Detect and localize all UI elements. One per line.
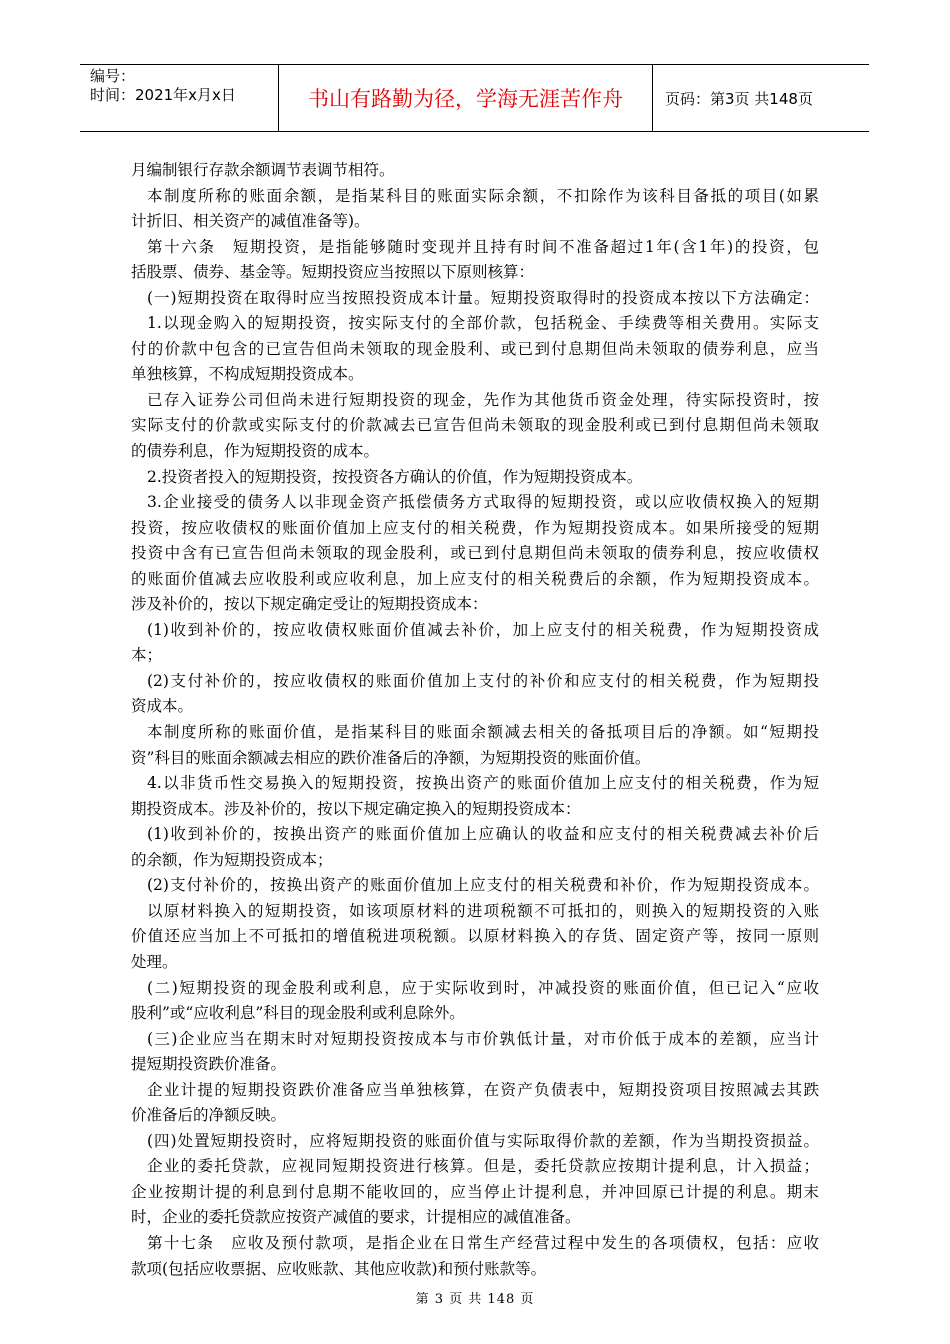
body-text-line: 处理。	[131, 952, 178, 971]
body-text-line: (1)收到补价的，按应收债权账面价值减去补价，加上应支付的相关税费，作为短期投资成	[147, 620, 819, 639]
body-text-line: 本；	[131, 646, 163, 665]
page-header-table	[80, 64, 869, 132]
body-text-line: 资成本。	[131, 697, 194, 716]
body-text-line: 3.企业接受的债务人以非现金资产抵偿债务方式取得的短期投资，或以应收债权换入的短期	[147, 493, 819, 512]
body-text-line: 已存入证券公司但尚未进行短期投资的现金，先作为其他货币资金处理，待实际投资时，按	[147, 390, 819, 409]
body-text-line: 资”科目的账面余额减去相应的跌价准备后的净额，为短期投资的账面价值。	[131, 748, 651, 767]
body-text-line: 价值还应当加上不可抵扣的增值税进项税额。以原材料换入的存货、固定资产等，按同一原则	[131, 927, 819, 946]
body-text-line: 2.投资者投入的短期投资，按投资各方确认的价值，作为短期投资成本。	[147, 467, 643, 486]
body-text-line: 以原材料换入的短期投资，如该项原材料的进项税额不可抵扣的，则换入的短期投资的入账	[147, 901, 819, 920]
body-text-line: (三)企业应当在期末时对短期投资按成本与市价孰低计量，对市价低于成本的差额，应当计	[147, 1029, 819, 1048]
document-code-label: 编号：	[90, 67, 136, 85]
body-text-line: 投资中含有已宣告但尚未领取的现金股利，或已到付息期但尚未领取的债券利息，按应收债权	[131, 544, 819, 563]
body-text-line: (一)短期投资在取得时应当按照投资成本计量。短期投资取得时的投资成本按以下方法确定：	[147, 288, 819, 307]
body-text-line: 的账面价值减去应收股利或应收利息，加上应支付的相关税费后的余额，作为短期投资成本。	[131, 569, 819, 588]
body-text-line: (2)支付补价的，按换出资产的账面价值加上应支付的相关税费和补价，作为短期投资成本。	[147, 876, 819, 895]
header-meta-cell	[80, 65, 279, 131]
body-text-line: 付的价款中包含的已宣告但尚未领取的现金股利、或已到付息期但尚未领取的债券利息，应当	[131, 339, 819, 358]
body-text-line: 股利”或“应收利息”科目的现金股利或利息除外。	[131, 1004, 465, 1023]
document-time-label: 时间：2021年x月x日	[90, 86, 236, 104]
body-text-line: 企业的委托贷款，应视同短期投资进行核算。但是，委托贷款应按期计提利息，计入损益；	[147, 1157, 819, 1176]
body-text-line: (二)短期投资的现金股利或利息，应于实际收到时，冲减投资的账面价值，但已记入“应收	[147, 978, 819, 997]
body-text-line: 提短期投资跌价准备。	[131, 1055, 287, 1074]
body-text-line: 本制度所称的账面余额，是指某科目的账面实际余额，不扣除作为该科目备抵的项目(如累	[147, 186, 819, 205]
body-text-line: 月编制银行存款余额调节表调节相符。	[131, 161, 395, 179]
body-text-line: (1)收到补价的，按换出资产的账面价值加上应确认的收益和应支付的相关税费减去补价后	[147, 825, 819, 844]
body-text-line: 涉及补价的，按以下规定确定受让的短期投资成本：	[131, 595, 488, 614]
body-text-line: 的余额，作为短期投资成本；	[131, 850, 333, 869]
body-text-line: 企业计提的短期投资跌价准备应当单独核算，在资产负债表中，短期投资项目按照减去其跌	[147, 1080, 819, 1099]
body-text-line: 计折旧、相关资产的减值准备等)。	[131, 212, 370, 231]
body-text-line: 的债券利息，作为短期投资的成本。	[131, 442, 380, 461]
body-text-line: 实际支付的价款或实际支付的价款减去已宣告但尚未领取的现金股利或已到付息期但尚未领取	[131, 416, 819, 435]
body-text-line: 企业按期计提的利息到付息期不能收回的，应当停止计提利息，并冲回原已计提的利息。期末	[131, 1182, 819, 1201]
body-text-line: 价准备后的净额反映。	[131, 1106, 287, 1125]
body-text-line: 4.以非货币性交易换入的短期投资，按换出资产的账面价值加上应支付的相关税费，作为短	[147, 774, 819, 793]
body-text-line: 期投资成本。涉及补价的，按以下规定确定换入的短期投资成本：	[131, 799, 581, 818]
body-text-line: (2)支付补价的，按应收债权的账面价值加上支付的补价和应支付的相关税费，作为短期投	[147, 671, 819, 690]
page-footer: 第 3 页 共 148 页	[415, 1292, 535, 1307]
document-body	[131, 158, 819, 1282]
body-text-line: (四)处置短期投资时，应将短期投资的账面价值与实际取得价款的差额，作为当期投资损益。	[147, 1131, 819, 1150]
header-motto: 书山有路勤为径，学海无涯苦作舟	[279, 65, 653, 131]
body-text-line: 时，企业的委托贷款应按资产减值的要求，计提相应的减值准备。	[131, 1208, 581, 1227]
body-text-line: 款项(包括应收票据、应收账款、其他应收款)和预付账款等。	[131, 1259, 547, 1278]
body-text-line: 投资，按应收债权的账面价值加上应支付的相关税费，作为短期投资成本。如果所接受的短期	[131, 518, 819, 537]
body-text-line: 第十七条 应收及预付款项，是指企业在日常生产经营过程中发生的各项债权，包括：应收	[147, 1233, 819, 1252]
body-text-line: 单独核算，不构成短期投资成本。	[131, 365, 364, 384]
body-text-line: 括股票、债券、基金等。短期投资应当按照以下原则核算：	[131, 263, 535, 282]
header-page-info: 页码：第3页 共148页	[665, 89, 813, 108]
body-text-line: 第十六条 短期投资，是指能够随时变现并且持有时间不准备超过1年(含1年)的投资，包	[147, 237, 819, 256]
body-text-line: 1.以现金购入的短期投资，按实际支付的全部价款，包括税金、手续费等相关费用。实际支	[147, 314, 819, 333]
body-text-line: 本制度所称的账面价值，是指某科目的账面余额减去相关的备抵项目后的净额。如“短期投	[147, 723, 819, 742]
